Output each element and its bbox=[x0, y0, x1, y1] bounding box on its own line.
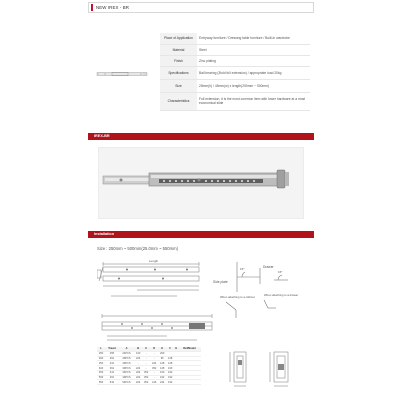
spec-table bbox=[160, 33, 310, 111]
table-cell: 450 bbox=[98, 371, 104, 375]
spec-label: Size bbox=[160, 79, 197, 92]
spec-row bbox=[160, 66, 310, 79]
table-cell: - bbox=[150, 375, 158, 380]
table-cell: 128 bbox=[168, 356, 173, 360]
page-title: NEW IREX - BR bbox=[96, 5, 130, 10]
table-cell: - bbox=[134, 361, 142, 366]
table-cell: 341 bbox=[105, 361, 119, 366]
table-cell: 192 bbox=[160, 376, 165, 380]
table-cell: 352 bbox=[143, 376, 149, 380]
spec-label: Specifications bbox=[160, 66, 197, 79]
product-section-title: IREX-BR bbox=[94, 134, 110, 138]
column-header: C bbox=[142, 347, 150, 351]
table-cell: 550 bbox=[98, 380, 104, 384]
table-cell: - bbox=[142, 366, 150, 371]
mounting-diagram bbox=[212, 258, 308, 326]
table-cell: - bbox=[142, 351, 150, 356]
column-header: G bbox=[175, 347, 178, 351]
table-cell: 44PCS bbox=[119, 370, 134, 375]
product-thumbnail bbox=[96, 70, 148, 78]
size-range-label: Size : 250mm ~ 500mm(25.0mm ~ 550mm) bbox=[97, 246, 178, 251]
table-cell: 49PCS bbox=[119, 375, 134, 380]
table-cell: 350 bbox=[98, 361, 104, 365]
table-cell: 352 bbox=[143, 371, 149, 375]
table-cell: 224 bbox=[135, 371, 141, 375]
rail-dimension-drawing bbox=[97, 312, 215, 344]
spec-value: Ball bearing (3fold full extension) / appropriate load 20kg bbox=[197, 66, 310, 79]
cabinet-attach-label: When attaching to a cabinet bbox=[220, 295, 255, 299]
angle-label-1: 15° bbox=[240, 267, 245, 271]
spec-value: Zinc plating bbox=[197, 55, 310, 66]
spec-label: Characteristics bbox=[160, 92, 197, 110]
column-header: A bbox=[119, 347, 134, 351]
slide-rail-illustration bbox=[99, 148, 305, 220]
spec-value: Entryway furniture / Dressing table furniture / Built-in wardrobe bbox=[197, 33, 310, 44]
table-cell: 224 bbox=[160, 380, 165, 384]
table-cell: 192 bbox=[168, 376, 173, 380]
table-cell: 39PCS bbox=[119, 356, 134, 361]
table-cell: 250 bbox=[98, 352, 104, 356]
spec-row bbox=[160, 44, 310, 55]
table-cell: 200 bbox=[160, 352, 165, 356]
column-header: E bbox=[158, 347, 166, 351]
table-cell: 160 bbox=[160, 371, 165, 375]
product-section-band bbox=[88, 133, 314, 140]
spec-row bbox=[160, 92, 310, 110]
spec-label: Finish bbox=[160, 55, 197, 66]
table-cell: 128 bbox=[160, 366, 165, 370]
table-cell: 500 bbox=[98, 376, 104, 380]
table-cell: 255 bbox=[105, 351, 119, 356]
table-cell: 130 bbox=[135, 352, 141, 356]
spec-row bbox=[160, 55, 310, 66]
table-cell: 416 bbox=[152, 380, 157, 384]
table-cell: 352 bbox=[143, 380, 149, 384]
table-cell: 39PCS bbox=[119, 361, 134, 366]
table-cell: 39PCS bbox=[119, 366, 134, 371]
table-cell: 192 bbox=[168, 380, 173, 384]
table-cell: 400 bbox=[98, 366, 104, 370]
end-view-drawing bbox=[226, 344, 310, 396]
table-cell: - bbox=[150, 356, 158, 361]
table-cell: 441 bbox=[105, 370, 119, 375]
table-cell: 24PCS bbox=[119, 351, 134, 356]
table-cell: - bbox=[142, 356, 150, 361]
table-cell: 160 bbox=[168, 366, 173, 370]
table-cell: - bbox=[142, 361, 150, 366]
table-cell: 291 bbox=[105, 356, 119, 361]
column-header: D bbox=[150, 347, 158, 351]
title-marker bbox=[91, 4, 93, 11]
length-dimension-label: Length bbox=[149, 259, 159, 263]
table-cell: 128 bbox=[160, 361, 165, 365]
angle-label-2: 15° bbox=[278, 270, 283, 274]
column-header: F bbox=[166, 347, 174, 351]
table-cell: 224 bbox=[135, 366, 141, 370]
product-photo bbox=[98, 147, 304, 219]
side-plate-label: Side plate bbox=[213, 280, 228, 284]
table-cell: 300 bbox=[98, 356, 104, 360]
title-bar bbox=[88, 2, 314, 13]
spec-label: Material bbox=[160, 44, 197, 55]
column-header: L bbox=[97, 347, 105, 351]
table-cell: 224 bbox=[135, 380, 141, 384]
table-cell bbox=[178, 380, 201, 385]
installation-section-band bbox=[88, 231, 314, 238]
drawer-attach-label: When attaching to a drawer bbox=[264, 293, 299, 297]
table-cell: - bbox=[150, 351, 158, 356]
spec-row bbox=[160, 79, 310, 92]
table-cell: 391 bbox=[105, 366, 119, 371]
side-view-drawing bbox=[97, 256, 205, 306]
column-header: B bbox=[134, 347, 142, 351]
table-cell: 54PCS bbox=[119, 380, 134, 385]
table-cell: 128 bbox=[168, 361, 173, 365]
column-header: Travel bbox=[105, 347, 119, 351]
table-cell: 491 bbox=[105, 375, 119, 380]
table-cell: 542 bbox=[105, 380, 119, 385]
drawer-label: Drawer bbox=[263, 265, 274, 269]
table-cell: 96 bbox=[158, 356, 166, 361]
table-cell: 224 bbox=[135, 356, 141, 360]
spec-value: Steel bbox=[197, 44, 310, 55]
dimension-table bbox=[97, 347, 201, 385]
spec-value: Full extension, it is the most common item with lower hardware at a most economical slide bbox=[197, 92, 310, 110]
column-header: Ref/Model bbox=[178, 347, 201, 351]
spec-label: Place of Application bbox=[160, 33, 197, 44]
table-cell: 224 bbox=[135, 376, 141, 380]
spec-row bbox=[160, 33, 310, 44]
table-cell: 192 bbox=[168, 371, 173, 375]
table-cell: - bbox=[150, 370, 158, 375]
installation-section-title: Installation bbox=[94, 232, 115, 236]
table-row bbox=[97, 380, 201, 385]
table-cell: 352 bbox=[152, 366, 157, 370]
spec-value: 25mm(h) / 45mm(w) x length(250mm ~ 500mm) bbox=[197, 79, 310, 92]
table-cell: 224 bbox=[152, 361, 157, 365]
